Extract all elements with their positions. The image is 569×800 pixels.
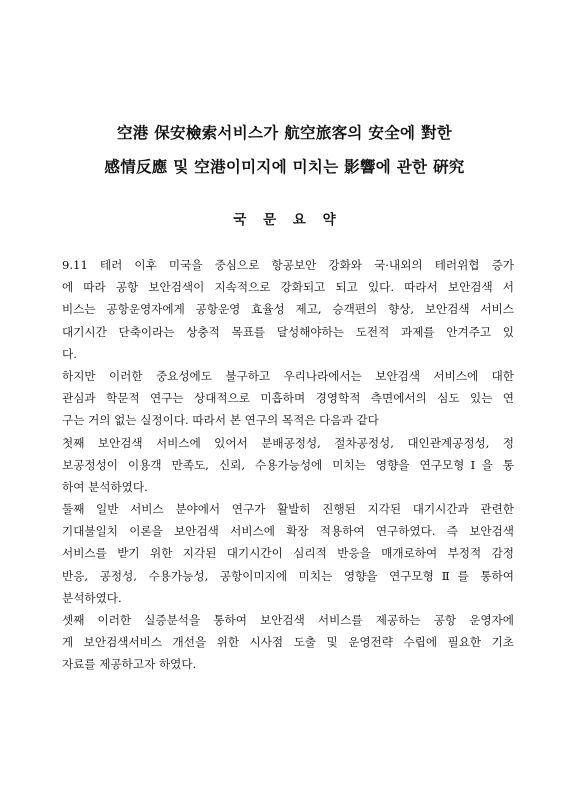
title-line-2: 感情反應 및 空港이미지에 미치는 影響에 관한 硏究	[104, 157, 465, 176]
paragraph-line: 관심과 학문적 연구는 상대적으로 미흡하며 경영학적 측면에서의 심도 있는 연	[62, 391, 514, 406]
paragraph-line: 게 보안검색서비스 개선을 위한 시사점 도출 및 운영전략 수립에 필요한 기초	[62, 635, 514, 650]
abstract-heading-char: 요	[292, 212, 306, 228]
paragraph-line: 에 따라 공항 보안검색이 지속적으로 강화되고 되고 있다. 따라서 보안검색 서	[62, 280, 514, 295]
paragraph-line: 첫째 보안검색 서비스에 있어서 분배공정성, 절차공정성, 대인관계공정성, 정	[62, 435, 514, 450]
paragraph-line: 대기시간 단축이라는 상충적 목표를 달성해야하는 도전적 과제를 안겨주고 있	[62, 324, 514, 339]
paragraph-line: 하지만 이러한 중요성에도 불구하고 우리나라에서는 보안검색 서비스에 대한	[62, 368, 514, 383]
paragraph-line: 9.11 테러 이후 미국을 중심으로 항공보안 강화와 국·내외의 테러위협 증가	[62, 258, 514, 272]
title-line-1: 空港 保安檢索서비스가 航空旅客의 安全에 對한	[116, 123, 453, 142]
paragraph-line: 둘째 일반 서비스 분야에서 연구가 활발히 진행된 지각된 대기시간과 관련한	[62, 502, 514, 517]
paragraph-line: 기대불일치 이론을 보안검색 서비스에 확장 적용하여 연구하였다. 즉 보안검색	[62, 524, 514, 539]
paragraph-line: 자료를 제공하고자 하였다.	[62, 657, 197, 672]
abstract-heading-char: 문	[263, 212, 277, 228]
paragraph-line: 서비스를 받기 위한 지각된 대기시간이 심리적 반응을 매개로하여 부정적 감정	[62, 546, 514, 561]
abstract-heading-char: 약	[322, 212, 336, 228]
abstract-body	[62, 254, 514, 676]
paragraph-line: 하여 분석하였다.	[62, 479, 148, 494]
paragraph-line: 비스는 공항운영자에게 공항운영 효율성 제고, 승객편의 향상, 보안검색 서비스	[62, 302, 514, 317]
abstract-heading	[0, 208, 569, 228]
paragraph-line: 분석하였다.	[62, 590, 122, 605]
abstract-heading-char: 국	[233, 212, 247, 228]
paragraph-line: 셋째 이러한 실증분석을 통하여 보안검색 서비스를 제공하는 공항 운영자에	[62, 613, 514, 627]
paragraph-line: 다.	[62, 346, 77, 361]
paragraph-line: 구는 거의 없는 실정이다. 따라서 본 연구의 목적은 다음과 같다	[62, 413, 379, 428]
paragraph-line: 반응, 공정성, 수용가능성, 공항이미지에 미치는 영향을 연구모형Ⅱ를 통하여	[62, 568, 514, 583]
paragraph-line: 보공정성이 이용객 만족도, 신뢰, 수용가능성에 미치는 영향을 연구모형Ⅰ을 통	[62, 457, 514, 472]
